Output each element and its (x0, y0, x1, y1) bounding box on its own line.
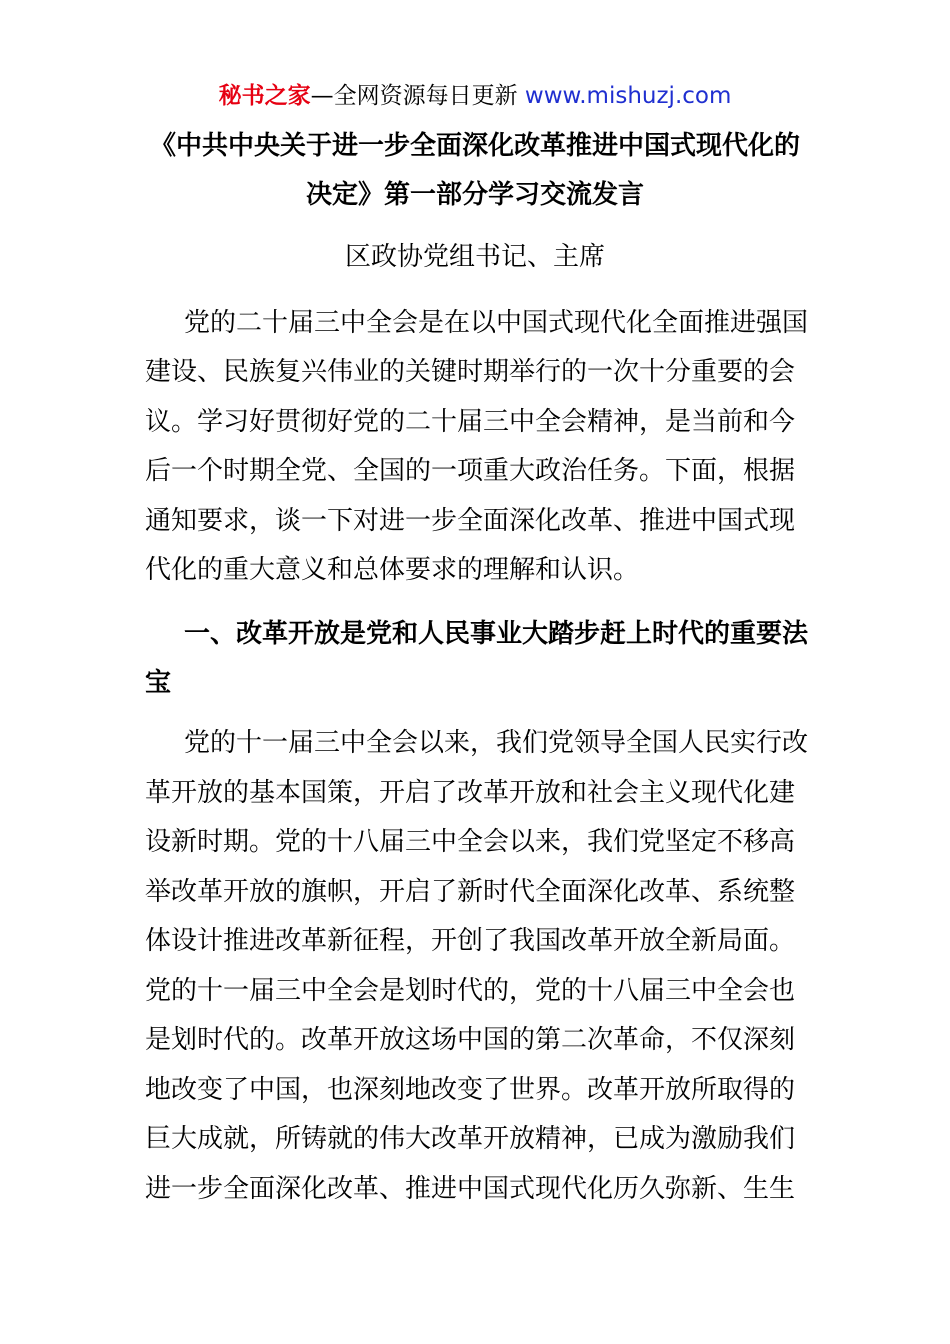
site-tagline: —全网资源每日更新 (310, 83, 525, 109)
paragraph-1-line: 议。学习好贯彻好党的二十届三中全会精神，是当前和今 (145, 407, 796, 437)
paragraph-2-line: 地改变了中国，也深刻地改变了世界。改革开放所取得的 (145, 1075, 796, 1105)
site-url-link[interactable]: www.mishuzj.com (524, 83, 732, 109)
paragraph-2-line: 党的十一届三中全会是划时代的，党的十八届三中全会也 (145, 976, 796, 1006)
section-heading-line: 宝 (145, 668, 172, 698)
document-title-line-1: 《中共中央关于进一步全面深化改革推进中国式现代化的 (149, 131, 800, 161)
paragraph-1-line: 后一个时期全党、全国的一项重大政治任务。下面，根据 (145, 456, 796, 486)
paragraph-2-line: 党的十一届三中全会以来，我们党领导全国人民实行改 (184, 728, 809, 758)
paragraph-2-line: 革开放的基本国策，开启了改革开放和社会主义现代化建 (145, 778, 796, 808)
section-heading-line: 一、改革开放是党和人民事业大踏步赶上时代的重要法 (184, 619, 809, 649)
paragraph-2-line: 进一步全面深化改革、推进中国式现代化历久弥新、生生 (145, 1174, 796, 1204)
paragraph-2-line: 是划时代的。改革开放这场中国的第二次革命，不仅深刻 (145, 1025, 796, 1055)
paragraph-1-line: 建设、民族复兴伟业的关键时期举行的一次十分重要的会 (145, 357, 796, 387)
author-line: 区政协党组书记、主席 (344, 242, 605, 272)
paragraph-1-line: 通知要求，谈一下对进一步全面深化改革、推进中国式现 (145, 506, 796, 536)
paragraph-2-line: 巨大成就，所铸就的伟大改革开放精神，已成为激励我们 (145, 1124, 796, 1154)
paragraph-1-line: 代化的重大意义和总体要求的理解和认识。 (145, 555, 640, 585)
paragraph-1-line: 党的二十届三中全会是在以中国式现代化全面推进强国 (184, 308, 809, 338)
paragraph-2-line: 体设计推进改革新征程，开创了我国改革开放全新局面。 (145, 926, 796, 956)
site-header (0, 80, 950, 112)
document-title-line-2: 决定》第一部分学习交流发言 (305, 180, 644, 210)
site-brand: 秘书之家 (218, 83, 311, 109)
paragraph-2-line: 举改革开放的旗帜，开启了新时代全面深化改革、系统整 (145, 877, 796, 907)
paragraph-2-line: 设新时期。党的十八届三中全会以来，我们党坚定不移高 (145, 827, 796, 857)
